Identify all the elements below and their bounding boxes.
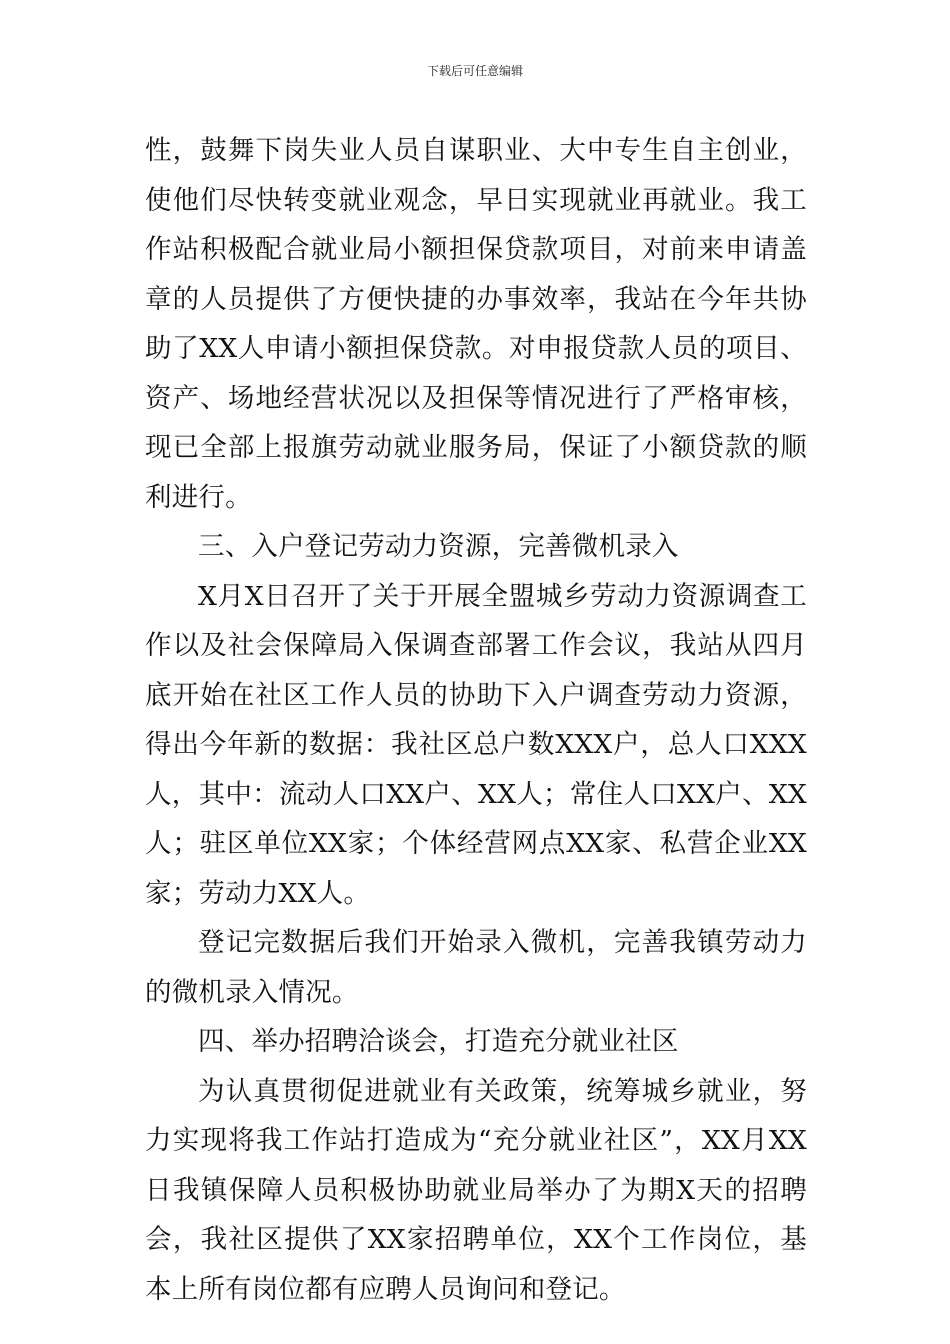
paragraph-loan-support: 性，鼓舞下岗失业人员自谋职业、大中专生自主创业，使他们尽快转变就业观念，早日实现就业再就业。我工作站积极配合就业局小额担保贷款项目，对前来申请盖章的人员提供了方便快捷的办事效率，我站在今年共协助了XX人申请小额担保贷款。对申报贷款人员的项目、资产、场地经营状况以及担保等情况进行了严格审核，现已全部上报旗劳动就业服务局，保证了小额贷款的顺利进行。 xyxy=(145,135,807,513)
page-header: 下载后可任意编辑 xyxy=(426,64,523,78)
paragraph-job-fair: 为认真贯彻促进就业有关政策，统筹城乡就业，努力实现将我工作站打造成为“充分就业社区”，XX月XX日我镇保障人员积极协助就业局举办了为期X天的招聘会，我社区提供了XX家招聘单位，XX个工作岗位，基本上所有岗位都有应聘人员询问和登记。 xyxy=(145,1075,807,1305)
document-body xyxy=(145,126,807,1314)
section-heading-job-fair: 四、举办招聘洽谈会，打造充分就业社区 xyxy=(198,1026,679,1057)
paragraph-data-entry: 登记完数据后我们开始录入微机，完善我镇劳动力的微机录入情况。 xyxy=(145,927,807,1008)
paragraph-labor-survey: X月X日召开了关于开展全盟城乡劳动力资源调查工作以及社会保障局入保调查部署工作会议，我站从四月底开始在社区工作人员的协助下入户调查劳动力资源，得出今年新的数据：我社区总户数XXX户，总人口XXX人，其中：流动人口XX户、XX人；常住人口XX户、XX人；驻区单位XX家；个体经营网点XX家、私营企业XX家；劳动力XX人。 xyxy=(145,580,807,909)
section-heading-labor-registration: 三、入户登记劳动力资源，完善微机录入 xyxy=(198,531,679,562)
